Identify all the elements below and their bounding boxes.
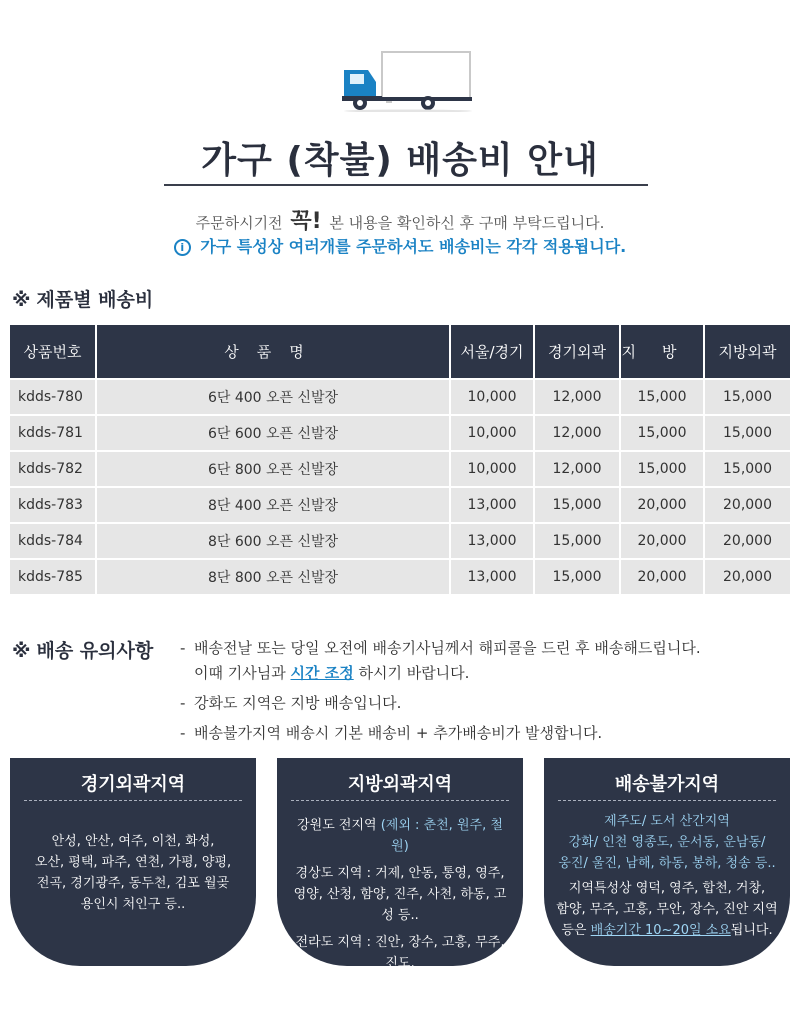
product-code: kdds-783 [10,487,96,523]
fee-suburban: 12,000 [534,451,620,487]
region-line: 지역특성상 영덕, 영주, 합천, 거창, [568,881,766,896]
table-row [10,559,790,595]
note-line: 배송불가지역 배송시 기본 배송비 + 추가배송비가 발생합니다. [194,724,603,742]
fee-suburban: 12,000 [534,379,620,415]
table-row [10,451,790,487]
card-title: 배송불가지역 [614,774,720,795]
region-text: 강원도 전지역 [297,818,377,833]
card-suburban-regions [10,758,256,966]
note-dash: - [180,639,186,657]
column-header-name: 상품명 [96,325,450,379]
table-row [10,523,790,559]
product-code: kdds-785 [10,559,96,595]
intro-before: 주문하시기전 [195,214,283,232]
delivery-notes [180,636,790,751]
region-paragraph [550,811,784,874]
delivery-notes-heading-text: 배송 유의사항 [36,640,154,662]
region-line: 용인시 처인구 등.. [80,897,186,912]
note-item-extra-fee [180,721,790,746]
fee-seoul: 13,000 [450,559,534,595]
reference-mark: ※ [12,289,31,311]
card-body [277,801,523,995]
info-icon: i [174,239,191,256]
fee-suburban: 15,000 [534,559,620,595]
region-line: 전곡, 경기광주, 동두천, 김포 월곶 [36,876,230,891]
fee-remote: 20,000 [704,487,790,523]
product-name: 6단 400 오픈 신발장 [96,379,450,415]
reference-mark: ※ [12,640,31,662]
region-line: 완도, 해남, 강진 등.. [341,977,459,992]
fee-remote: 20,000 [704,559,790,595]
column-header-remote: 지방외곽 [704,325,790,379]
lead-time-highlight: 배송기간 10~20일 소요 [590,923,731,938]
fee-remote: 20,000 [704,523,790,559]
fee-regional: 15,000 [620,379,704,415]
product-name: 8단 600 오픈 신발장 [96,523,450,559]
product-name: 6단 600 오픈 신발장 [96,415,450,451]
column-header-code: 상품번호 [10,325,96,379]
region-line: 경상도 지역 : 거제, 안동, 통영, 영주, [295,866,505,881]
product-fees-heading-text: 제품별 배송비 [36,289,154,311]
region-paragraph [550,878,784,941]
fee-regional: 15,000 [620,415,704,451]
delivery-notes-heading [12,636,153,663]
region-text: 등은 [561,923,587,938]
region-line: 전라도 지역 : 진안, 장수, 고흥, 무주, 진도, [295,935,505,971]
region-line: 오산, 평택, 파주, 연천, 가평, 양평, [34,855,232,870]
delivery-truck-icon [338,50,478,112]
note-item-ganghwa [180,691,790,716]
fee-notice [0,234,800,257]
fee-suburban: 15,000 [534,487,620,523]
page-title: 가구 (착불) 배송비 안내 [201,140,599,181]
card-title: 지방외곽지역 [347,774,453,795]
time-adjust-highlight: 시간 조정 [290,664,354,682]
card-unavailable-regions [544,758,790,966]
note-item-happy-call [180,636,790,686]
product-fees-heading [12,285,153,312]
fee-remote: 15,000 [704,451,790,487]
note-line: 배송전날 또는 당일 오전에 배송기사님께서 해피콜을 드린 후 배송해드립니다. [194,639,701,657]
product-code: kdds-781 [10,415,96,451]
product-code: kdds-782 [10,451,96,487]
fee-seoul: 10,000 [450,451,534,487]
column-header-suburban: 경기외곽 [534,325,620,379]
table-header-row [10,325,790,379]
fee-remote: 15,000 [704,415,790,451]
title-underline [164,184,648,186]
product-code: kdds-780 [10,379,96,415]
region-line: 강화/ 인천 영종도, 운서동, 운남동/ [568,835,766,850]
fee-regional: 20,000 [620,487,704,523]
note-dash: - [180,694,186,712]
card-title: 경기외곽지역 [80,774,186,795]
region-paragraph [289,863,511,926]
intro-text [0,204,800,235]
product-name: 8단 800 오픈 신발장 [96,559,450,595]
region-paragraph [289,815,511,857]
fee-regional: 20,000 [620,523,704,559]
card-body [10,801,256,915]
fee-seoul: 10,000 [450,379,534,415]
fee-remote: 15,000 [704,379,790,415]
note-line-after: 하시기 바랍니다. [358,664,470,682]
region-line: 제주도/ 도서 산간지역 [604,814,730,829]
region-exception: (제외 : 춘천, 원주, 철원) [380,818,503,854]
column-header-regional: 지방 [620,325,704,379]
column-header-seoul: 서울/경기 [450,325,534,379]
card-body [544,801,790,941]
fee-seoul: 13,000 [450,487,534,523]
card-rural-regions [277,758,523,992]
fee-regional: 15,000 [620,451,704,487]
region-line: 함양, 무주, 고흥, 무안, 장수, 진안 지역 [556,902,778,917]
table-row [10,487,790,523]
region-line-lead-time [550,920,784,941]
intro-after: 본 내용을 확인하신 후 구매 부탁드립니다. [329,214,605,232]
region-line: 안성, 안산, 여주, 이천, 화성, [51,834,215,849]
fee-seoul: 13,000 [450,523,534,559]
fee-suburban: 15,000 [534,523,620,559]
intro-emphasis: 꼭! [290,209,322,234]
region-line: 웅진/ 울진, 남해, 하동, 봉하, 청송 등.. [558,856,776,871]
table-row [10,379,790,415]
product-name: 6단 800 오픈 신발장 [96,451,450,487]
fee-suburban: 12,000 [534,415,620,451]
note-line-before: 이때 기사님과 [194,664,286,682]
shipping-fee-table [10,325,790,596]
note-line: 강화도 지역은 지방 배송입니다. [194,694,402,712]
table-row [10,415,790,451]
note-dash: - [180,724,186,742]
product-code: kdds-784 [10,523,96,559]
fee-seoul: 10,000 [450,415,534,451]
region-paragraph [289,932,511,995]
fee-notice-text: 가구 특성상 여러개를 주문하셔도 배송비는 각각 적용됩니다. [200,237,627,256]
region-line: 영양, 산청, 함양, 진주, 사천, 하동, 고성 등.. [293,887,507,923]
region-text: 됩니다. [730,923,773,938]
product-name: 8단 400 오픈 신발장 [96,487,450,523]
fee-regional: 20,000 [620,559,704,595]
